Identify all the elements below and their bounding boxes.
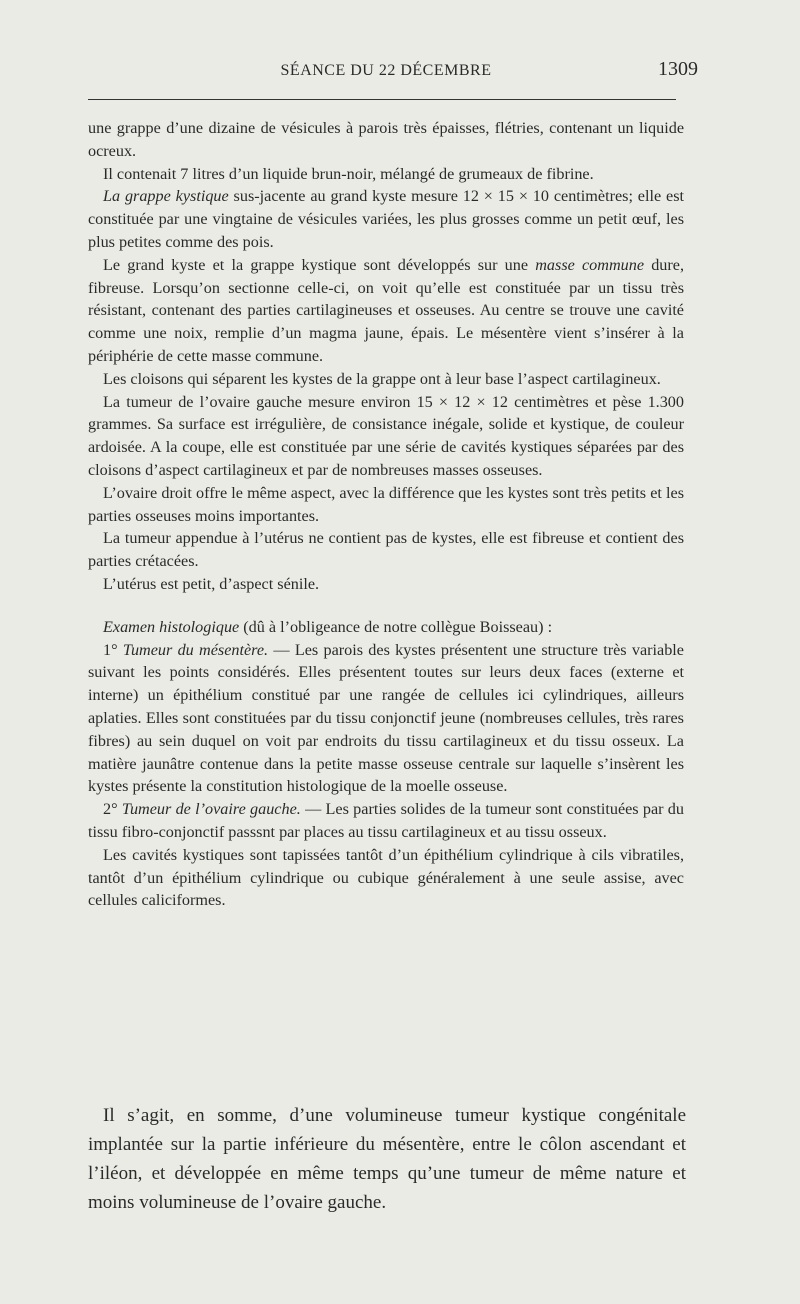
italic-term: masse commune <box>535 255 645 274</box>
italic-lead: La grappe kystique <box>103 187 229 206</box>
histology-intro <box>88 616 684 639</box>
paragraph-text: — Les parties solides de la tumeur sont constituées par du tissu fibro-conjonctif passsnt par places au tissu cartilagineux et au tissu osseux. <box>88 800 684 841</box>
italic-heading: Examen histologique <box>103 617 240 636</box>
item-number: 1° <box>103 640 123 659</box>
paragraph: La tumeur de l’ovaire gauche mesure environ 15 × 12 × 12 centimètres et pèse 1.300 grammes. Sa surface est irrégulière, de consistance inégale, solide et kystique, de couleur ardoisée. A la coupe, elle est constituée par une série de cavités kystiques séparées par des cloisons d’aspect cartilagineux et par de nombreuses masses osseuses. <box>88 392 684 479</box>
conclusion-paragraph: Il s’agit, en somme, d’une volumineuse tumeur kystique congénitale implantée sur la partie inférieure du mésentère, entre le côlon ascendant et l’iléon, et développée en même temps qu’une tumeur de même nature et moins volumineuse de l’ovaire gauche. <box>88 1105 686 1213</box>
paragraph: L’ovaire droit offre le même aspect, avec la différence que les kystes sont très petits et les parties osseuses moins importantes. <box>88 483 684 525</box>
histology-item-1 <box>88 639 684 799</box>
paragraph-text: — Les parois des kystes présentent une structure très variable suivant les points considérés. Elles présentent toutes sur leurs deux faces (externe et interne) un épithélium constitué par une rangée de cellules ici cylindriques, ailleurs aplaties. Elles sont constituées par du tissu conjonctif jeune (nombreuses cellules, très rares fibres) au sein duquel on voit par endroits du tissu cartilagineux et du tissu osseux. La matière jaunâtre contenue dans la petite masse osseuse centrale sur laquelle s’insèrent les kystes présente la constitution histologique de la moelle osseuse. <box>88 640 684 796</box>
section-gap <box>88 596 684 616</box>
paragraph-continuation: une grappe d’une dizaine de vésicules à parois très épaisses, flétries, contenant un liquide ocreux. <box>88 119 684 160</box>
paragraph <box>88 254 684 368</box>
paragraph: La tumeur appendue à l’utérus ne contient pas de kystes, elle est fibreuse et contient des parties crétacées. <box>88 529 684 571</box>
italic-heading: Tumeur de l’ovaire gauche. <box>121 800 301 819</box>
paragraph-text: Le grand kyste et la grappe kystique sont développés sur une <box>103 255 536 274</box>
running-title: SÉANCE DU 22 DÉCEMBRE <box>280 62 492 79</box>
running-header <box>88 58 698 86</box>
header-rule <box>88 99 676 100</box>
histology-item-3: Les cavités kystiques sont tapissées tantôt d’un épithélium cylindrique à cils vibratiles, tantôt d’un épithélium cylindrique ou cubique généralement à une seule assise, avec cellules caliciformes. <box>88 845 684 910</box>
paragraph-text: (dû à l’obligeance de notre collègue Boisseau) : <box>239 617 553 636</box>
paragraph <box>88 185 684 253</box>
body-text <box>88 117 684 912</box>
italic-heading: Tumeur du mésentère. <box>122 640 269 659</box>
histology-item-2 <box>88 798 684 844</box>
paragraph-text: sus-jacente au grand kyste mesure 12 × 15 × 10 centimètres; elle est constituée par une vingtaine de vésicules variées, les plus grosses comme un petit œuf, les plus petites comme des pois. <box>88 187 684 251</box>
paragraph: Il contenait 7 litres d’un liquide brun-noir, mélangé de grumeaux de fibrine. <box>103 164 594 183</box>
paragraph: L’utérus est petit, d’aspect sénile. <box>103 574 320 593</box>
page-number: 1309 <box>658 58 698 80</box>
item-number: 2° <box>103 800 122 819</box>
conclusion-block <box>88 1101 686 1217</box>
paragraph-text: dure, fibreuse. Lorsqu’on sectionne celle-ci, on voit qu’elle est constituée par un tissu très résistant, contenant des parties cartilagineuses et osseuses. Au centre se trouve une cavité comme une noix, remplie d’un magma jaune, épais. Le mésentère vient s’insérer à la périphérie de cette masse commune. <box>88 255 684 365</box>
paragraph: Les cloisons qui séparent les kystes de la grappe ont à leur base l’aspect cartilagineux. <box>103 369 661 388</box>
